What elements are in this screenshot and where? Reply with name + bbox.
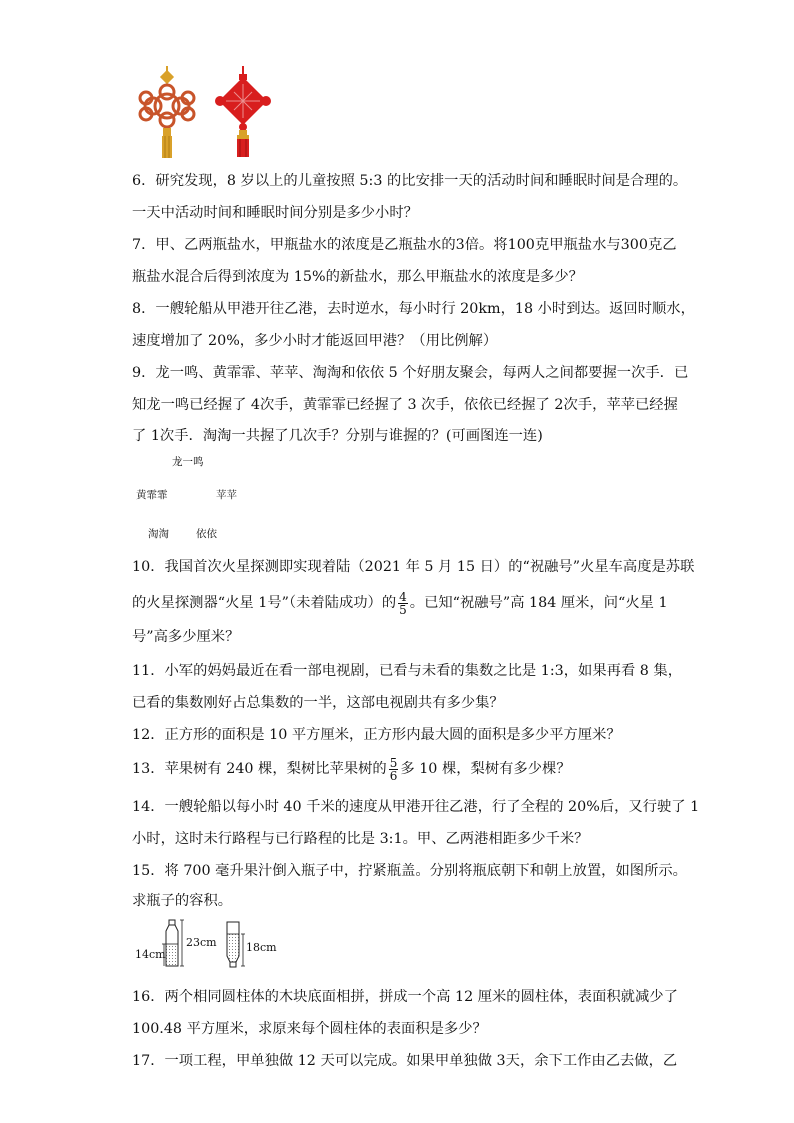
name-long-yiming: 龙一鸣: [172, 456, 204, 468]
question-10-line-1: 10．我国首次火星探测即实现着陆（2021 年 5 月 15 日）的“祝融号”火星车高度是苏联: [132, 559, 695, 575]
question-15-line-1: 15．将 700 毫升果汁倒入瓶子中，拧紧瓶盖。分别将瓶底朝下和朝上放置，如图所示。: [132, 863, 687, 879]
chinese-knot-red-icon: [212, 66, 274, 160]
bottle-label-18cm: 18cm: [246, 941, 277, 954]
question-16-line-1: 16．两个相同圆柱体的木块底面相拼，拼成一个高 12 厘米的圆柱体，表面积就减少了: [132, 989, 678, 1005]
question-16-line-2: 100.48 平方厘米，求原来每个圆柱体的表面积是多少？: [132, 1021, 487, 1037]
question-9-line-3: 了 1次手．淘淘一共握了几次手？分别与谁握的？(可画图连一连): [132, 428, 543, 444]
question-7-line-2: 瓶盐水混合后得到浓度为 15%的新盐水，那么甲瓶盐水的浓度是多少？: [132, 269, 583, 285]
question-12-line-1: 12．正方形的面积是 10 平方厘米，正方形内最大圆的面积是多少平方厘米？: [132, 727, 621, 743]
question-8-line-2: 速度增加了 20%，多少小时才能返回甲港？（用比例解）: [132, 333, 498, 349]
question-10-line-2: [132, 588, 672, 618]
fraction-five-sixths: [389, 757, 399, 782]
question-10-line-3: 号”高多少厘米？: [132, 629, 240, 645]
question-13-start: 13．苹果树有 240 棵，梨树比苹果树的: [132, 761, 387, 777]
question-6-line-2: 一天中活动时间和睡眠时间分别是多少小时？: [132, 205, 418, 221]
bottle-label-23cm: 23cm: [186, 936, 217, 949]
question-13-line-1: [132, 754, 672, 784]
fraction-denominator: 6: [389, 768, 398, 783]
question-14-line-2: 小时，这时未行路程与已行路程的比是 3:1。甲、乙两港相距多少千米？: [132, 831, 589, 847]
question-11-line-1: 11．小军的妈妈最近在看一部电视剧，已看与未看的集数之比是 1:3，如果再看 8 集，: [132, 663, 683, 679]
question-10-line-2-end: 。已知“祝融号”高 184 厘米，问“火星 1: [409, 595, 668, 611]
question-6-line-1: 6．研究发现，8 岁以上的儿童按照 5:3 的比安排一天的活动时间和睡眠时间是合理的。: [132, 173, 688, 189]
question-7-line-1: 7．甲、乙两瓶盐水，甲瓶盐水的浓度是乙瓶盐水的3倍。将100克甲瓶盐水与300克乙: [132, 237, 677, 253]
question-9-line-2: 知龙一鸣已经握了 4次手，黄霏霏已经握了 3 次手，依依已经握了 2次手，苹苹已经握: [132, 397, 678, 413]
question-10-line-2-start: 的火星探测器“火星 1号”（未着陆成功）的: [132, 595, 397, 611]
fraction-four-fifths: [398, 591, 408, 616]
name-pingping: 苹苹: [216, 489, 237, 501]
fraction-numerator: 5: [389, 755, 398, 770]
chinese-knot-orange-icon: [136, 66, 198, 160]
fraction-numerator: 4: [399, 589, 407, 604]
fraction-denominator: 5: [399, 602, 407, 617]
question-11-line-2: 已看的集数刚好占总集数的一半，这部电视剧共有多少集？: [132, 695, 504, 711]
name-huang-feifei: 黄霏霏: [136, 489, 168, 501]
question-17-line-1: 17．一项工程，甲单独做 12 天可以完成。如果甲单独做 3天，余下工作由乙去做，乙: [132, 1053, 678, 1069]
question-15-line-2: 求瓶子的容积。: [132, 893, 233, 909]
bottle-figure: [135, 918, 285, 972]
name-taotao: 淘淘: [148, 528, 169, 540]
bottle-label-14cm: 14cm: [135, 948, 166, 961]
question-9-line-1: 9．龙一鸣、黄霏霏、苹苹、淘淘和依依 5 个好朋友聚会，每两人之间都要握一次手．已: [132, 365, 689, 381]
question-14-line-1: 14．一艘轮船以每小时 40 千米的速度从甲港开往乙港，行了全程的 20%后，又行驶了 1: [132, 799, 700, 815]
question-13-end: 多 10 棵，梨树有多少棵？: [400, 761, 571, 777]
question-8-line-1: 8．一艘轮船从甲港开往乙港，去时逆水，每小时行 20km，18 小时到达。返回时顺水，: [132, 301, 695, 317]
name-yiyi: 依依: [196, 528, 217, 540]
